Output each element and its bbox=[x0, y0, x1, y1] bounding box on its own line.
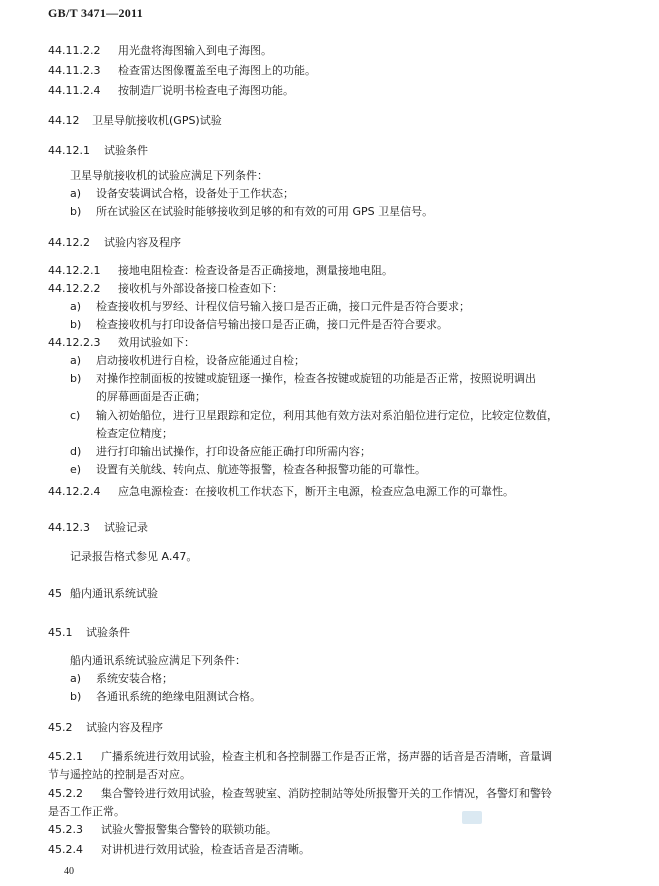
clause-number: b) bbox=[70, 318, 82, 331]
clause-number: 44.12.2 bbox=[48, 236, 90, 249]
clause-number: 45.2.3 bbox=[48, 823, 83, 836]
clause-number: 45.2 bbox=[48, 721, 73, 734]
clause-number: 44.12.2.4 bbox=[48, 485, 101, 498]
clause-number: 44.11.2.3 bbox=[48, 64, 101, 77]
clause-text: 效用试验如下： bbox=[118, 336, 195, 349]
clause-text: 试验记录 bbox=[104, 521, 148, 534]
watermark-stamp bbox=[462, 811, 482, 824]
clause-text: 设备安装调试合格，设备处于工作状态； bbox=[96, 187, 294, 200]
clause-number: 44.12 bbox=[48, 114, 80, 127]
clause-text: 集合警铃进行效用试验，检查驾驶室、消防控制站等处所报警开关的工作情况，各警灯和警铃 bbox=[101, 787, 552, 800]
clause-text: 广播系统进行效用试验，检查主机和各控制器工作是否正常，扬声器的话音是否清晰，音量调 bbox=[101, 750, 552, 763]
paragraph-text: 卫星导航接收机的试验应满足下列条件： bbox=[70, 169, 268, 182]
paragraph-text: 节与遥控站的控制是否对应。 bbox=[48, 768, 191, 781]
clause-number: b) bbox=[70, 205, 82, 218]
clause-text: 试验条件 bbox=[86, 626, 130, 639]
clause-text: 船内通讯系统试验 bbox=[70, 587, 158, 600]
clause-text: 对讲机进行效用试验，检查话音是否清晰。 bbox=[101, 843, 310, 856]
clause-text: 对操作控制面板的按键或旋钮逐一操作，检查各按键或旋钮的功能是否正常，按照说明调出 bbox=[96, 372, 536, 385]
clause-text: 所在试验区在试验时能够接收到足够的和有效的可用 GPS 卫星信号。 bbox=[96, 205, 434, 218]
clause-text: 设置有关航线、转向点、航迹等报警，检查各种报警功能的可靠性。 bbox=[96, 463, 426, 476]
clause-text: 试验内容及程序 bbox=[86, 721, 163, 734]
clause-number: a) bbox=[70, 300, 82, 313]
clause-number: 45 bbox=[48, 587, 62, 600]
paragraph-text: 的屏幕画面是否正确； bbox=[96, 390, 206, 403]
clause-text: 检查接收机与打印设备信号输出接口是否正确，接口元件是否符合要求。 bbox=[96, 318, 448, 331]
paragraph-text: 船内通讯系统试验应满足下列条件： bbox=[70, 654, 246, 667]
clause-text: 各通讯系统的绝缘电阻测试合格。 bbox=[96, 690, 261, 703]
paragraph-text: 是否工作正常。 bbox=[48, 805, 125, 818]
clause-number: a) bbox=[70, 672, 82, 685]
clause-text: 按制造厂说明书检查电子海图功能。 bbox=[118, 84, 294, 97]
clause-number: a) bbox=[70, 187, 82, 200]
clause-text: 试验火警报警集合警铃的联锁功能。 bbox=[101, 823, 277, 836]
clause-text: 卫星导航接收机(GPS)试验 bbox=[92, 114, 222, 127]
clause-number: 44.11.2.2 bbox=[48, 44, 101, 57]
clause-text: 启动接收机进行自检，设备应能通过自检； bbox=[96, 354, 305, 367]
clause-text: 检查雷达图像覆盖至电子海图上的功能。 bbox=[118, 64, 316, 77]
clause-number: c) bbox=[70, 409, 81, 422]
clause-text: 接收机与外部设备接口检查如下： bbox=[118, 282, 283, 295]
clause-number: a) bbox=[70, 354, 82, 367]
clause-text: 应急电源检查：在接收机工作状态下，断开主电源，检查应急电源工作的可靠性。 bbox=[118, 485, 514, 498]
page-number: 40 bbox=[64, 866, 74, 877]
clause-number: e) bbox=[70, 463, 82, 476]
clause-text: 进行打印输出试操作，打印设备应能正确打印所需内容； bbox=[96, 445, 371, 458]
paragraph-text: 记录报告格式参见 A.47。 bbox=[70, 550, 198, 563]
clause-number: 45.1 bbox=[48, 626, 73, 639]
clause-text: 系统安装合格； bbox=[96, 672, 173, 685]
clause-number: 45.2.2 bbox=[48, 787, 83, 800]
clause-number: 44.11.2.4 bbox=[48, 84, 101, 97]
clause-text: 试验内容及程序 bbox=[104, 236, 181, 249]
clause-number: 44.12.2.2 bbox=[48, 282, 101, 295]
standard-header: GB/T 3471—2011 bbox=[48, 6, 143, 20]
clause-text: 检查接收机与罗经、计程仪信号输入接口是否正确，接口元件是否符合要求； bbox=[96, 300, 470, 313]
clause-number: 44.12.3 bbox=[48, 521, 90, 534]
clause-number: 44.12.1 bbox=[48, 144, 90, 157]
paragraph-text: 检查定位精度； bbox=[96, 427, 173, 440]
clause-text: 用光盘将海图输入到电子海图。 bbox=[118, 44, 272, 57]
clause-number: b) bbox=[70, 372, 82, 385]
clause-number: b) bbox=[70, 690, 82, 703]
clause-number: 45.2.4 bbox=[48, 843, 83, 856]
clause-number: 44.12.2.1 bbox=[48, 264, 101, 277]
clause-text: 试验条件 bbox=[104, 144, 148, 157]
clause-number: d) bbox=[70, 445, 82, 458]
clause-number: 44.12.2.3 bbox=[48, 336, 101, 349]
clause-text: 接地电阻检查：检查设备是否正确接地，测量接地电阻。 bbox=[118, 264, 393, 277]
clause-number: 45.2.1 bbox=[48, 750, 83, 763]
clause-text: 输入初始船位，进行卫星跟踪和定位，利用其他有效方法对系泊船位进行定位，比较定位数值， bbox=[96, 409, 558, 422]
